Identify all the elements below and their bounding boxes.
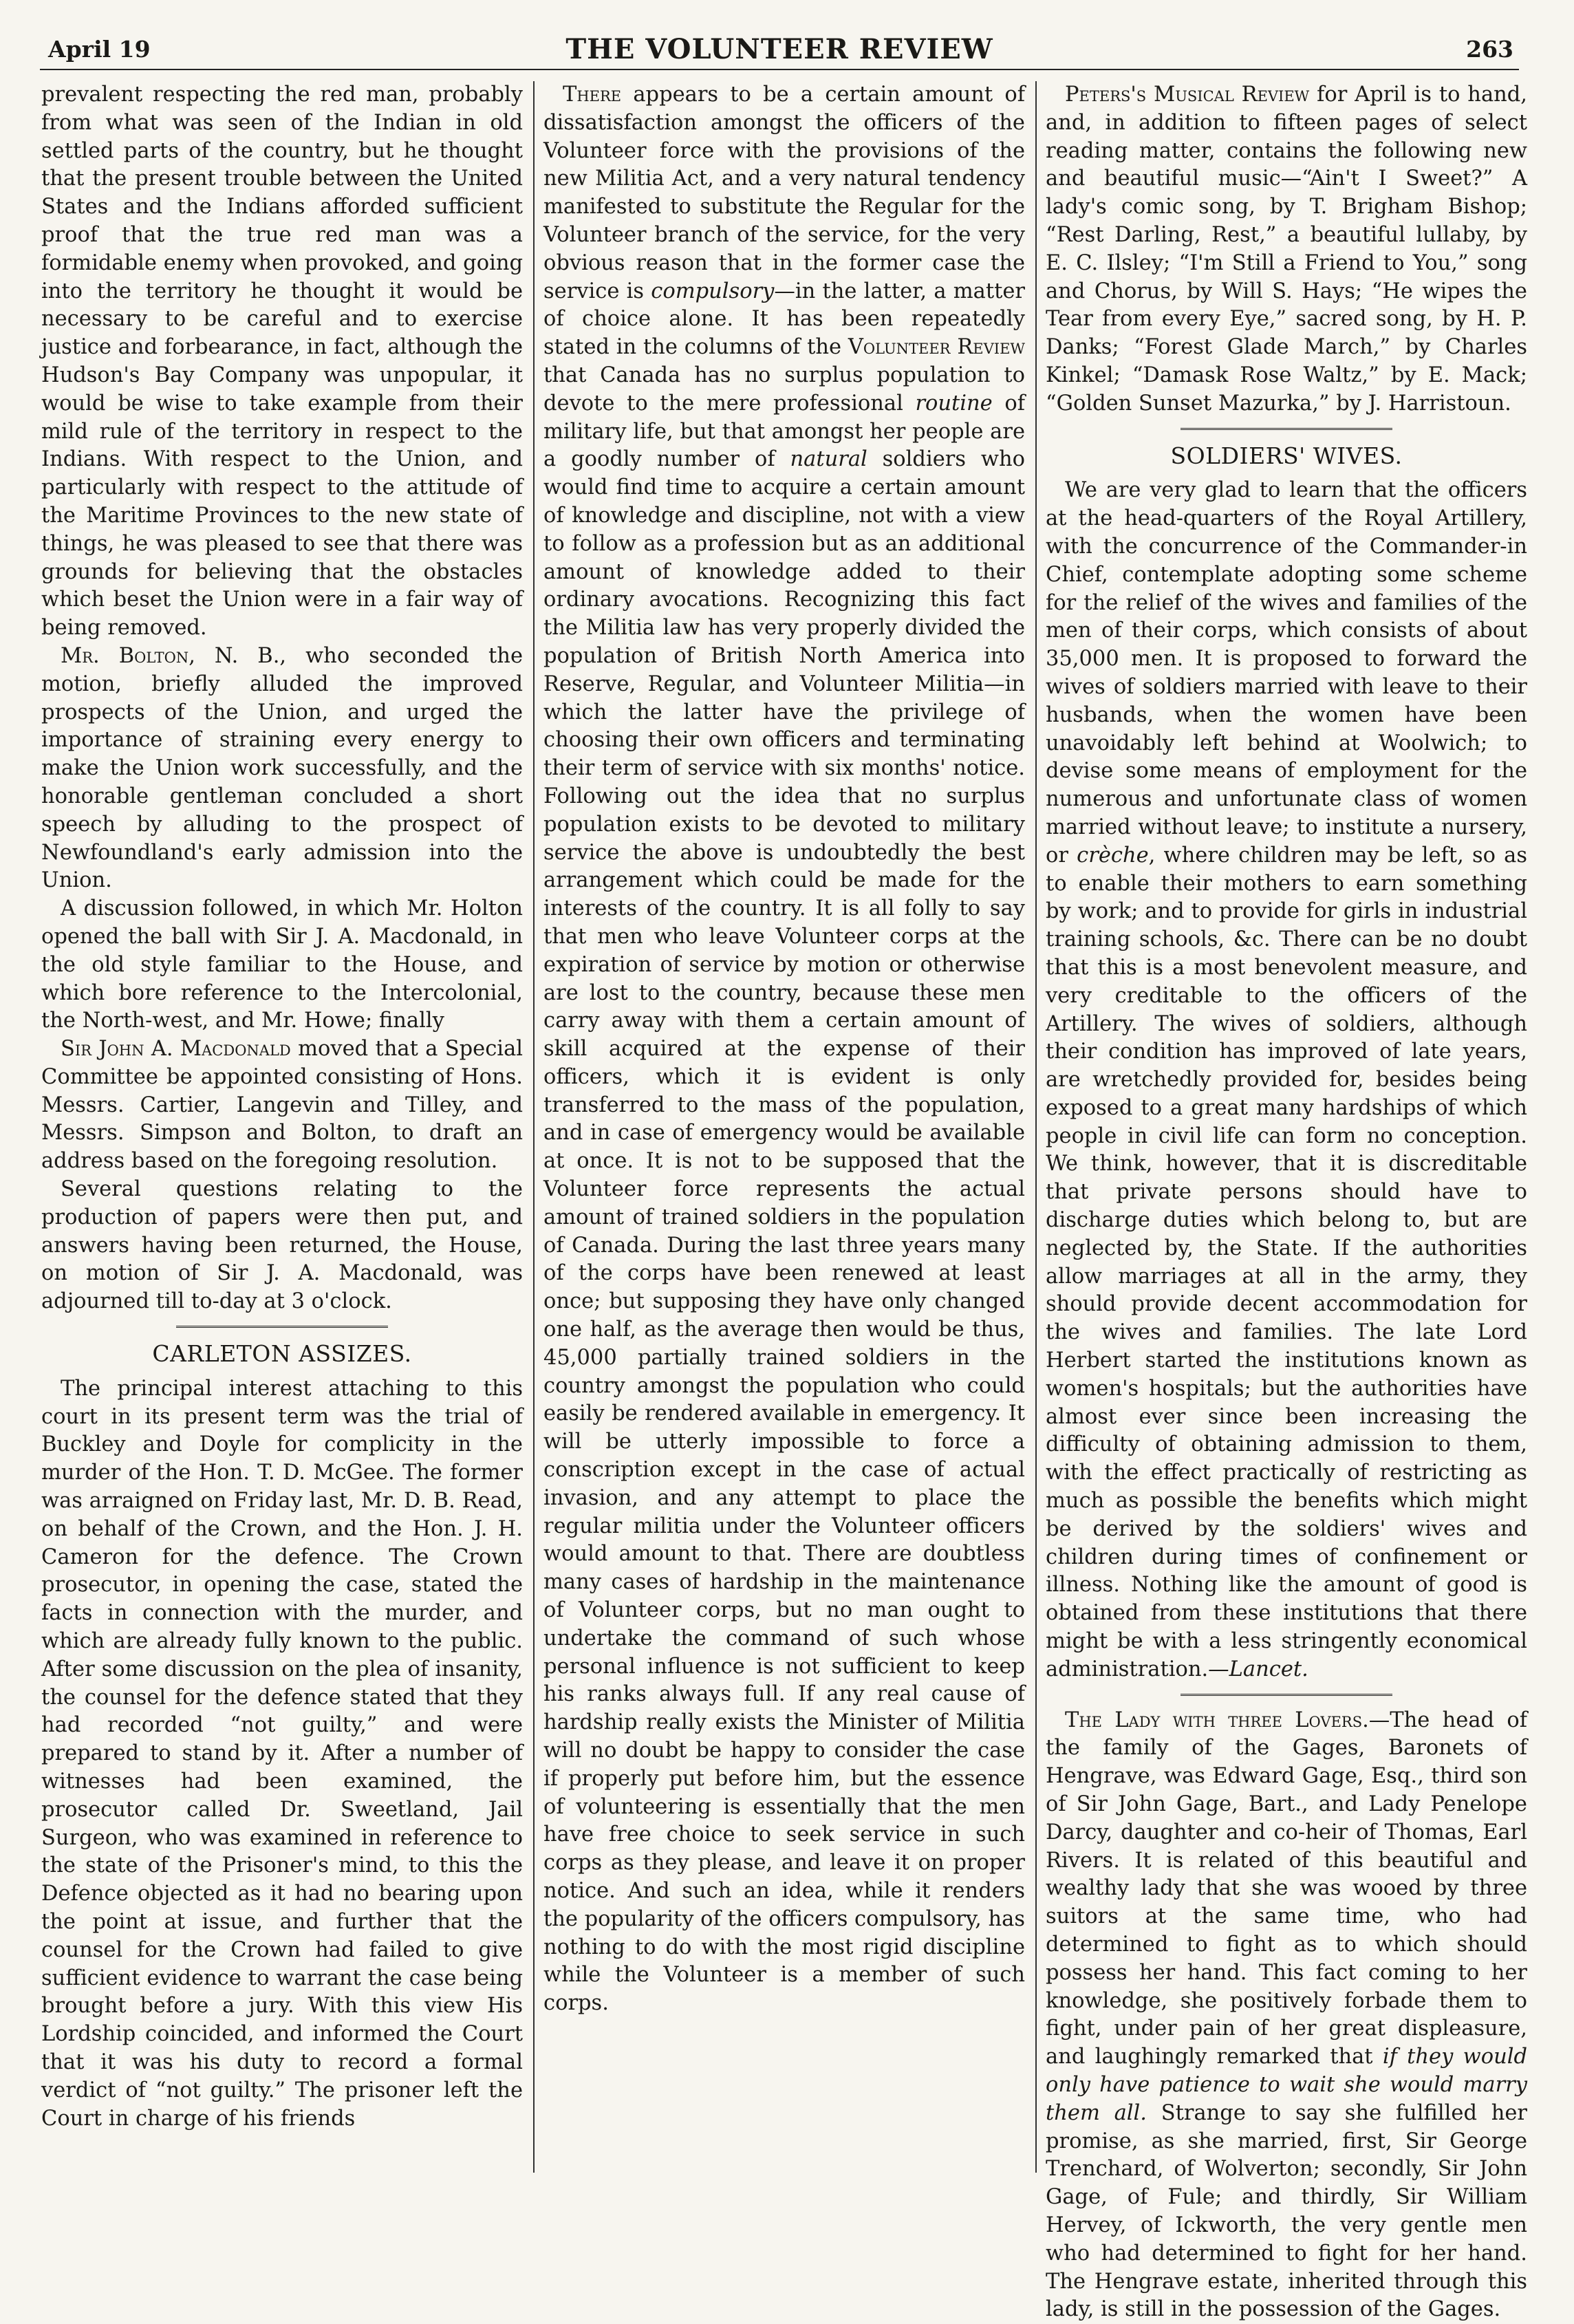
article-paragraph: The principal interest attaching to this court in its present term was the trial of Buckley and Doyle for complicity in the murder of the Hon. T. D. McGee. The former was arraigned on Friday last, Mr. D. B. Read, on behalf of the Crown, and the Hon. J. H. Cameron for the defence. The Crown prosecutor, in opening the case, stated the facts in connection with the murder, and which are already fully known to the public. After some discussion on the plea of insanity, the counsel for the defence stated that they had recorded “not guilty,” and were prepared to stand by it. After a number of witnesses had been examined, the prosecutor called Dr. Sweetland, Jail Surgeon, who was examined in reference to the state of the Prisoner's mind, to this the Defence objected as it had no bearing upon the point at issue, and further that the counsel for the Crown had failed to give sufficient evidence to warrant the case being brought before a jury. With this view His Lordship coincided, and informed the Court that it was his duty to record a formal verdict of “not guilty.” The prisoner left the Court in charge of his friends xyxy=(41,1376,523,2131)
paragraph-text: appears to be a certain amount of dissatisfaction amongst the officers of the Volunteer force with the provisions of the new Militia Act, and a very natural tendency manifested to substitute the Regular for the Volunteer branch of the service, for the very obvious reason that in the former case the service is xyxy=(543,83,1025,303)
section-separator xyxy=(1180,428,1392,433)
article-paragraph xyxy=(41,643,523,895)
column-1 xyxy=(41,81,523,2133)
paragraph-text: for April is to hand, and, in addition to fifteen pages of select reading matter, contains the following new and beautiful music—“Ain't I Sweet?” A lady's comic song, by T. Brigham Bishop; “Rest Darling, Rest,” a beautiful lullaby, by E. C. Ilsley; “I'm Still a Friend to You,” song and Chorus, by Will S. Hays; “He wipes the Tear from every Eye,” sacred song, by H. P. Danks; “Forest Glade March,” by Charles Kinkel; “Damask Rose Waltz,” by E. Mack; “Golden Sunset Mazurka,” by J. Harristoun. xyxy=(1046,83,1528,416)
lead-word: Peters's Musical Review xyxy=(1065,83,1310,107)
article-paragraph xyxy=(41,1035,523,1176)
paragraph-text: , N. B., who seconded the motion, briefly alluded the improved prospects of the Union, and urged the importance of straining every energy to make the Union work successfully, and the honorable gentleman concluded a short speech by alluding to the prospect of Newfoundland's early admission into the Union. xyxy=(41,643,523,893)
section-separator xyxy=(176,1326,388,1331)
paragraph-text: soldiers who would find time to acquire a certain amount of knowledge and discipline, not with a view to follow as a profession but as an additional amount of knowledge added to their ordinary avocations. Recognizing this fact the Militia law has very properly divided the population of British North America into Reserve, Regular, and Volunteer Militia—in which the latter have the privilege of choosing their own officers and terminating their term of service with six months' notice. Following out the idea that no surplus population exists to be devoted to military service the above is undoubtedly the best arrangement which could be made for the interests of the country. It is all folly to say that men who leave Volunteer corps at the expiration of service by motion or otherwise are lost to the country, because these men carry away with them a certain amount of skill acquired at the expense of their officers, which it is evident is only transferred to the mass of the population, and in case of emergency would be available at once. It is not to be supposed that the Volunteer force represents the actual amount of trained soldiers in the population of Canada. During the last three years many of the corps have been renewed at least once; but supposing they have only changed one half, as the average then would be thus, 45,000 partially trained soldiers in the country amongst the population who could easily be rendered available in emergency. It will be utterly impossible to force a conscription except in the case of actual invasion, and any attempt to place the regular militia under the Volunteer officers would amount to that. There are doubtless many cases of hardship in the maintenance of Volunteer corps, but no man ought to undertake the command of such whose personal influence is not sufficient to keep his ranks always full. If any real cause of hardship really exists the Minister of Militia will no doubt be happy to consider the case if properly put before him, but the essence of volunteering is essentially that the men have free choice to seek service in such corps as they please, and leave it on proper notice. And such an idea, while it renders the popularity of the officers compulsory, has nothing to do with the most rigid discipline while the Volunteer is a member of such corps. xyxy=(543,447,1025,2016)
article-paragraph: A discussion followed, in which Mr. Holton opened the ball with Sir J. A. Macdonald, in the old style familiar to the House, and which bore reference to the Intercolonial, the North-west, and Mr. Howe; finally xyxy=(41,896,523,1033)
anecdote-paragraph xyxy=(1046,1707,1527,2324)
paper-name: Volunteer Review xyxy=(848,335,1025,360)
section-heading: CARLETON ASSIZES. xyxy=(152,1340,412,1368)
speaker-name: Sir John A. Macdonald xyxy=(61,1037,291,1062)
emphasis-text: natural xyxy=(790,447,867,472)
section-separator xyxy=(1180,1694,1392,1699)
emphasis-text: routine xyxy=(915,391,993,416)
page-header xyxy=(40,28,1519,70)
paragraph-text: We are very glad to learn that the officers at the head-quarters of the Royal Artillery, with the concurrence of the Commander-in Chief, contemplate adopting some scheme for the relief of the wives and families of the men of their corps, which consists of about 35,000 men. It is proposed to forward the wives of soldiers married with leave to their husbands, when the women have been unavoidably left behind at Woolwich; to devise some means of employment for the numerous and unfortunate class of women married without leave; to institute a nursery, or xyxy=(1046,478,1527,868)
article-paragraph: Several questions relating to the production of papers were then put, and answers having been returned, the House, on motion of Sir J. A. Macdonald, was adjourned till to-day at 3 o'clock. xyxy=(41,1177,523,1314)
column-divider xyxy=(1035,81,1037,2173)
lead-word: There xyxy=(563,83,622,107)
issue-date: April 19 xyxy=(48,36,151,63)
emphasis-text: if they would only have patience to wait she would marry them all. xyxy=(1046,2045,1527,2125)
article-paragraph: prevalent respecting the red man, probably from what was seen of the Indian in old settled parts of the country, but he thought that the present trouble between the United States and the Indians afforded sufficient proof that the true red man was a formidable enemy when provoked, and going into the territory he thought it would be necessary to be careful and to exercise justice and forbearance, in fact, although the Hudson's Bay Company was unpopular, it would be wise to take example from their mild rule of the territory in respect to the Indians. With respect to the Union, and particularly with respect to the attitude of the Maritime Provinces to the new state of things, he was pleased to see that there was grounds for believing that the obstacles which beset the Union were in a fair way of being removed. xyxy=(41,83,523,641)
music-review-paragraph xyxy=(1046,81,1527,418)
page-number: 263 xyxy=(1466,36,1513,63)
emphasis-text: crèche xyxy=(1077,843,1149,868)
paragraph-text: of military life, but that amongst her people are a goodly number of xyxy=(543,391,1025,472)
lead-word: The Lady with three Lovers. xyxy=(1065,1708,1369,1732)
paragraph-text: —in the latter, a matter of choice alone. It has been repeatedly stated in the columns of the xyxy=(543,279,1025,360)
section-heading: SOLDIERS' WIVES. xyxy=(1170,442,1403,469)
paragraph-text: moved that a Special Committee be appointed consisting of Hons. Messrs. Cartier, Langevin and Tilley, and Messrs. Simpson and Bolton, to draft an address based on the foregoing resolution. xyxy=(41,1037,524,1174)
column-2 xyxy=(543,81,1025,2018)
paragraph-text: , where children may be left, so as to enable their mothers to earn something by work; and to provide for girls in industrial training schools, &c. There can be no doubt that this is a most benevolent measure, and very creditable to the officers of the Artillery. The wives of soldiers, although their condition has improved of late years, are wretchedly provided for, besides being exposed to a great many hardships of which people in civil life can form no conception. We think, however, that it is discreditable that private persons should have to discharge duties which belong to, but are neglected by, the State. If the authorities allow marriages at all in the army, they should provide decent accommodation for the wives and families. The late Lord Herbert started the institutions known as women's hospitals; but the authorities have almost ever since been increasing the difficulty of obtaining admission to them, with the effect practically of restricting as much as possible the benefits which might be derived by the soldiers' wives and children during times of confinement or illness. Nothing like the amount of good is obtained from these institutions that there might be with a less stringently economical administration.— xyxy=(1046,843,1528,1681)
paragraph-text: Strange to say she fulfilled her promise, as she married, first, Sir George Trenchard, of Wolverton; secondly, Sir John Gage, of Fule; and thirdly, Sir William Hervey, of Ickworth, the very gentle men who had determined to fight for her hand. The Hengrave estate, inherited through this lady, is still in the possession of the Gages. xyxy=(1046,2100,1527,2322)
emphasis-text: compulsory xyxy=(651,279,775,303)
column-3 xyxy=(1046,81,1527,2324)
paragraph-text: that Canada has no surplus population to devote to the mere professional xyxy=(543,363,1025,416)
article-paragraph xyxy=(1046,477,1527,1683)
editorial-paragraph xyxy=(543,81,1025,2018)
paragraph-text: —The head of the family of the Gages, Baronets of Hengrave, was Edward Gage, Esq., third son of Sir John Gage, Bart., and Lady Penelope Darcy, daughter and co-heir of Thomas, Earl Rivers. It is related of this beautiful and wealthy lady that she was wooed by three suitors at the same time, who had determined to fight as to which should possess her hand. This fact coming to her knowledge, she positively forbade them to fight, under pain of her great displeasure, and laughingly remarked that xyxy=(1046,1708,1527,2069)
speaker-name: Mr. Bolton xyxy=(61,643,189,668)
source-credit: Lancet. xyxy=(1229,1657,1308,1681)
newspaper-title: THE VOLUNTEER REVIEW xyxy=(565,33,993,65)
column-divider xyxy=(533,81,535,2173)
